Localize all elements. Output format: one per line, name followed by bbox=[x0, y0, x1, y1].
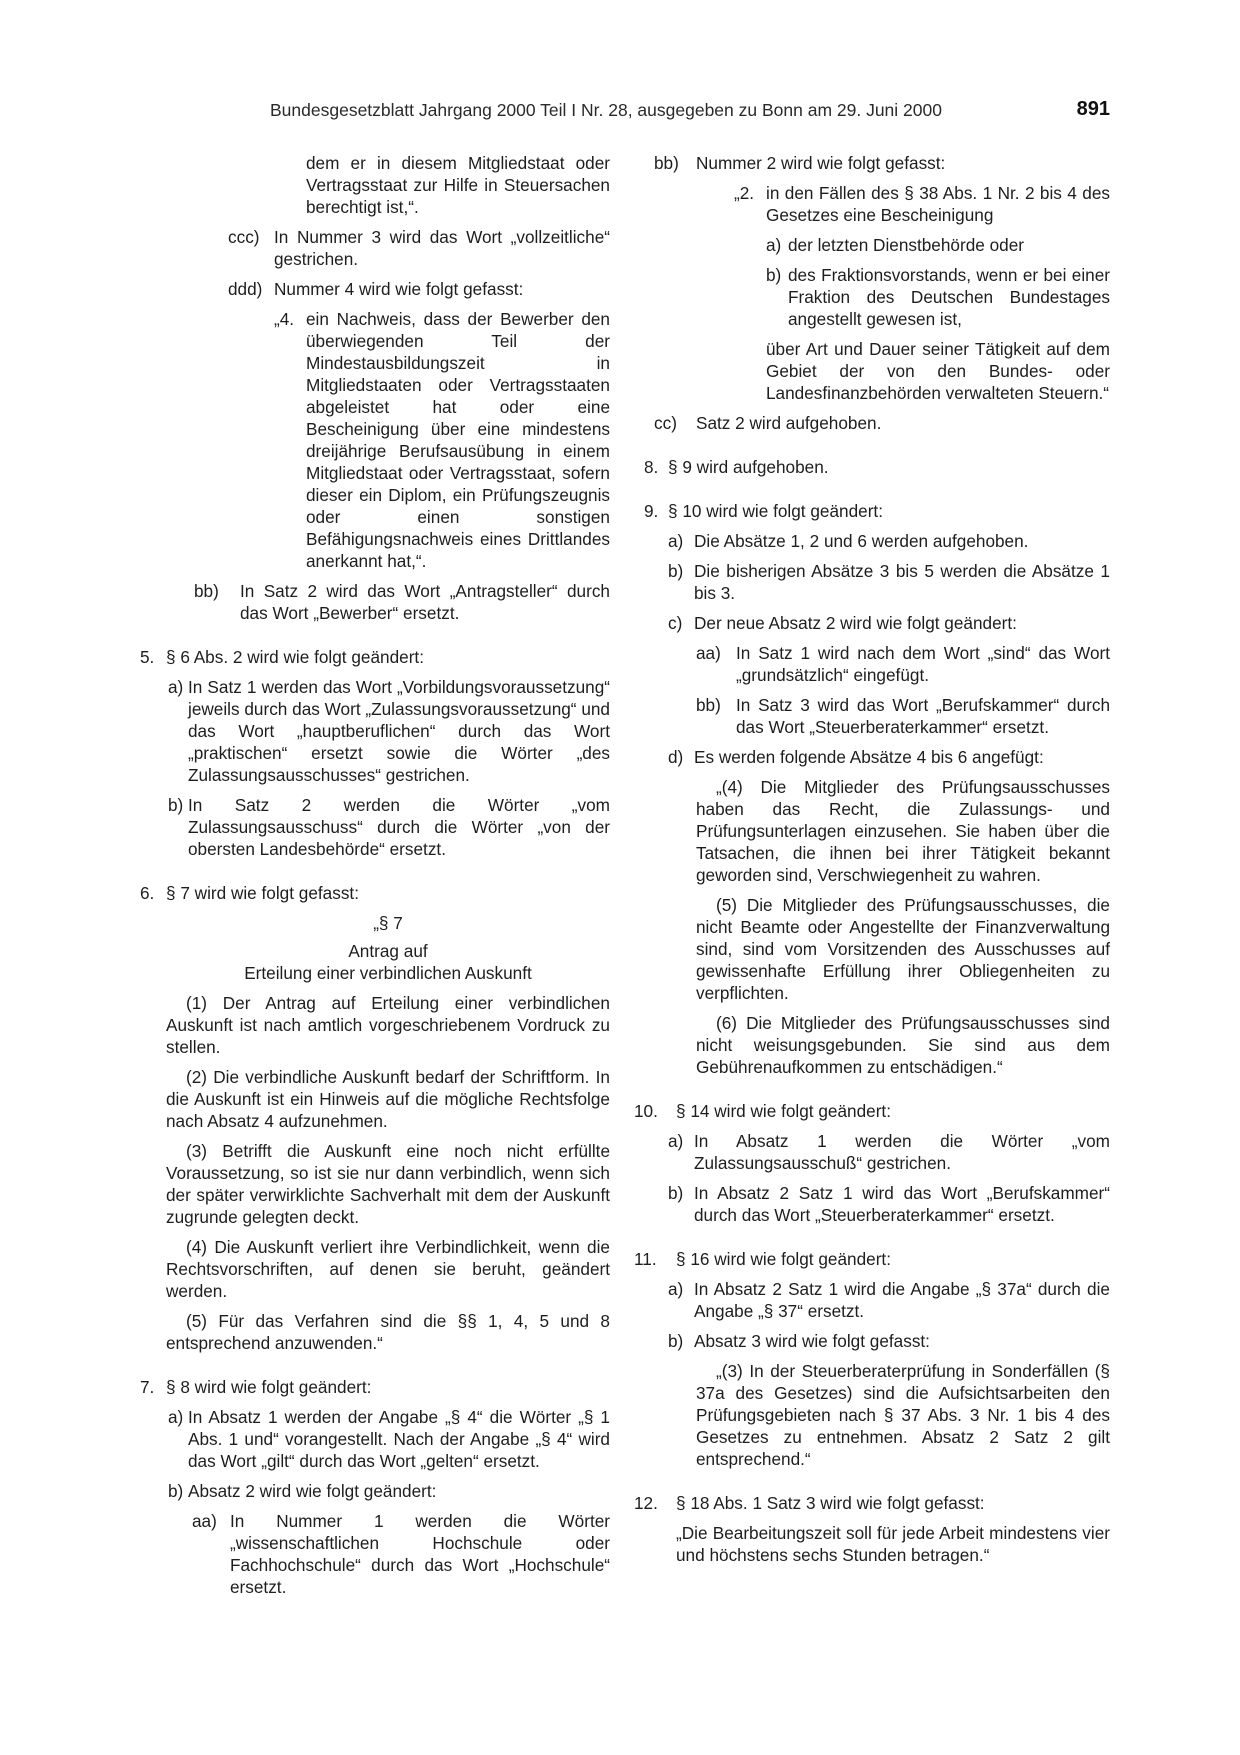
list-item-7: 7. § 8 wird wie folgt geändert: bbox=[140, 1377, 372, 1397]
sub-item-aa: aa) In Nummer 1 werden die Wörter „wissenschaftlichen Hochschule oder Fachhochschule“ durch das Wort „Hochschule“ ersetzt. bbox=[192, 1511, 610, 1597]
sub-item-bb: bb) Nummer 2 wird wie folgt gefasst: bbox=[654, 153, 946, 173]
list-item-10: 10. § 14 wird wie folgt geändert: bbox=[634, 1101, 891, 1121]
item-label: b) bbox=[168, 795, 184, 815]
list-item-10b: b) In Absatz 2 Satz 1 wird das Wort „Berufskammer“ durch das Wort „Steuerberaterkammer“ ersetzt. bbox=[668, 1183, 1110, 1225]
item-label: bb) bbox=[696, 695, 721, 715]
item-label: 11. bbox=[634, 1249, 657, 1269]
item-label: ddd) bbox=[228, 279, 263, 299]
item-label: a) bbox=[668, 1279, 684, 1299]
list-item-7a: a) In Absatz 1 werden der Angabe „§ 4“ die Wörter „§ 1 Abs. 1 und“ vorangestellt. Nach der Angabe „§ 4“ wird das Wort „gilt“ durch das Wort „gelten“ ersetzt. bbox=[168, 1407, 610, 1471]
quoted-tail-text: über Art und Dauer seiner Tätigkeit auf dem Gebiet der von den Bundes- oder Landesfinanzbehörden verwalteten Steuern.“ bbox=[766, 339, 1110, 403]
section-heading: „§ 7 bbox=[373, 913, 403, 933]
list-item-8: 8. § 9 wird aufgehoben. bbox=[644, 457, 829, 477]
item-label: 8. bbox=[644, 457, 659, 477]
item-label: a) bbox=[668, 531, 684, 551]
item-label: c) bbox=[668, 613, 683, 633]
item-label: ccc) bbox=[228, 227, 260, 247]
sub-item-9c-aa: aa) In Satz 1 wird nach dem Wort „sind“ das Wort „grundsätzlich“ eingefügt. bbox=[696, 643, 1110, 685]
item-label: aa) bbox=[192, 1511, 217, 1531]
item-label: a) bbox=[668, 1131, 684, 1151]
continuation-text: dem er in diesem Mitgliedstaat oder Vertragsstaat zur Hilfe in Steuersachen berechtigt ist,“. bbox=[306, 153, 610, 217]
quoted-number-4: „4. ein Nachweis, dass der Bewerber den überwiegenden Teil der Mindestausbildungszeit in Mitgliedstaaten oder Vertragsstaaten abgeleistet hat oder eine Bescheinigung über eine mindestens dreijährige Berufsausübung in einem Mitgliedstaat oder Vertragsstaat, sofern dieser ein Diplom, ein Prüfungszeugnis oder einen sonstigen Befähigungsnachweis eines Drittlandes anerkannt hat,“. bbox=[274, 309, 610, 571]
list-item-9d: d) Es werden folgende Absätze 4 bis 6 angefügt: bbox=[668, 747, 1044, 767]
quoted-paragraph-3: „(3) In der Steuerberaterprüfung in Sonderfällen (§ 37a des Gesetzes) sind die Aufsichtsarbeiten den Prüfungsgebieten nach § 37 Abs. 3 Nr. 1 bis 4 des Gesetzes zu entnehmen. Absatz 2 Satz 2 gilt entsprechend.“ bbox=[696, 1361, 1110, 1469]
item-label: aa) bbox=[696, 643, 721, 663]
section-title-line-1: Antrag auf bbox=[348, 941, 428, 961]
item-label: „2. bbox=[734, 183, 755, 203]
item-label: bb) bbox=[654, 153, 679, 173]
item-label: b) bbox=[766, 265, 782, 285]
sub-item-9c-bb: bb) In Satz 3 wird das Wort „Berufskammer“ durch das Wort „Steuerberaterkammer“ ersetzt. bbox=[696, 695, 1110, 737]
quoted-paragraph-5: (5) Die Mitglieder des Prüfungsausschusses, die nicht Beamte oder Angestellte der Finanzverwaltung sind, sind vom Vorsitzenden des Ausschusses auf gewissenhafte Erfüllung ihrer Obliegenheiten zu verpflichten. bbox=[696, 895, 1110, 1003]
item-label: cc) bbox=[654, 413, 677, 433]
list-item-12: 12. § 18 Abs. 1 Satz 3 wird wie folgt gefasst: bbox=[634, 1493, 985, 1513]
item-label: „4. bbox=[274, 309, 295, 329]
list-item-11b: b) Absatz 3 wird wie folgt gefasst: bbox=[668, 1331, 930, 1351]
list-item-11: 11. § 16 wird wie folgt geändert: bbox=[634, 1249, 891, 1269]
item-label: b) bbox=[668, 1331, 684, 1351]
list-item-9c: c) Der neue Absatz 2 wird wie folgt geändert: bbox=[668, 613, 1017, 633]
sub-item-ddd: ddd) Nummer 4 wird wie folgt gefasst: bbox=[228, 279, 524, 299]
quoted-sub-b: b) des Fraktionsvorstands, wenn er bei einer Fraktion des Deutschen Bundestages angestellt gewesen ist, bbox=[766, 265, 1110, 329]
right-column bbox=[634, 152, 1110, 1574]
list-item-7b: b) Absatz 2 wird wie folgt geändert: bbox=[168, 1481, 437, 1501]
page-number: 891 bbox=[1076, 98, 1110, 120]
item-label: 12. bbox=[634, 1493, 658, 1513]
list-item-5a: a) In Satz 1 werden das Wort „Vorbildungsvoraussetzung“ jeweils durch das Wort „Zulassungsvoraussetzung“ und das Wort „hauptberuflichen“ durch das Wort „praktischen“ ersetzt sowie die Wörter „des Zulassungsausschusses“ gestrichen. bbox=[168, 677, 610, 785]
sub-item-cc: cc) Satz 2 wird aufgehoben. bbox=[654, 413, 882, 433]
item-label: bb) bbox=[194, 581, 219, 601]
list-item-9a: a) Die Absätze 1, 2 und 6 werden aufgehoben. bbox=[668, 531, 1029, 551]
section-paragraph-2: (2) Die verbindliche Auskunft bedarf der Schriftform. In die Auskunft ist ein Hinweis auf die mögliche Rechtsfolge nach Absatz 4 aufzunehmen. bbox=[166, 1067, 610, 1131]
quoted-number-2: „2. in den Fällen des § 38 Abs. 1 Nr. 2 bis 4 des Gesetzes eine Bescheinigung bbox=[734, 183, 1110, 225]
item-label: b) bbox=[668, 1183, 684, 1203]
list-item-10a: a) In Absatz 1 werden die Wörter „vom Zulassungsausschuß“ gestrichen. bbox=[668, 1131, 1110, 1173]
item-label: 6. bbox=[140, 883, 155, 903]
section-paragraph-3: (3) Betrifft die Auskunft eine noch nicht erfüllte Voraussetzung, so ist sie nur dann verbindlich, wenn sich der später verwirklichte Sachverhalt mit dem der Auskunft zugrunde gelegten deckt. bbox=[166, 1141, 610, 1227]
list-item-6: 6. § 7 wird wie folgt gefasst: bbox=[140, 883, 359, 903]
list-item-11a: a) In Absatz 2 Satz 1 wird die Angabe „§ 37a“ durch die Angabe „§ 37“ ersetzt. bbox=[668, 1279, 1110, 1321]
item-label: 10. bbox=[634, 1101, 658, 1121]
section-paragraph-1: (1) Der Antrag auf Erteilung einer verbindlichen Auskunft ist nach amtlich vorgeschriebenem Vordruck zu stellen. bbox=[166, 993, 610, 1057]
quoted-paragraph-6: (6) Die Mitglieder des Prüfungsausschusses sind nicht weisungsgebunden. Sie sind aus dem Gebührenaufkommen zu entschädigen.“ bbox=[696, 1013, 1110, 1077]
list-item-9b: b) Die bisherigen Absätze 3 bis 5 werden die Absätze 1 bis 3. bbox=[668, 561, 1110, 603]
list-item-9: 9. § 10 wird wie folgt geändert: bbox=[644, 501, 883, 521]
section-title-line-2: Erteilung einer verbindlichen Auskunft bbox=[244, 963, 532, 983]
left-column bbox=[140, 152, 610, 1606]
item-label: b) bbox=[168, 1481, 184, 1501]
quoted-sentence: „Die Bearbeitungszeit soll für jede Arbeit mindestens vier und höchstens sechs Stunden betragen.“ bbox=[676, 1523, 1110, 1565]
page-header bbox=[140, 100, 1110, 126]
sub-item-bb: bb) In Satz 2 wird das Wort „Antragsteller“ durch das Wort „Bewerber“ ersetzt. bbox=[194, 581, 610, 623]
item-label: 9. bbox=[644, 501, 659, 521]
item-label: a) bbox=[168, 1407, 184, 1427]
quoted-paragraph-4: „(4) Die Mitglieder des Prüfungsausschusses haben das Recht, die Zulassungs- und Prüfungsunterlagen einzusehen. Sie haben über die Tatsachen, die ihnen bei ihrer Tätigkeit bekannt geworden sind, Verschwiegenheit zu wahren. bbox=[696, 777, 1110, 885]
item-label: d) bbox=[668, 747, 684, 767]
item-label: a) bbox=[766, 235, 782, 255]
quoted-sub-a: a) der letzten Dienstbehörde oder bbox=[766, 235, 1025, 255]
list-item-5: 5. § 6 Abs. 2 wird wie folgt geändert: bbox=[140, 647, 424, 667]
item-label: b) bbox=[668, 561, 684, 581]
sub-item-ccc: ccc) In Nummer 3 wird das Wort „vollzeitliche“ gestrichen. bbox=[228, 227, 610, 269]
item-label: 7. bbox=[140, 1377, 155, 1397]
section-paragraph-4: (4) Die Auskunft verliert ihre Verbindlichkeit, wenn die Rechtsvorschriften, auf denen sie beruht, geändert werden. bbox=[166, 1237, 610, 1301]
list-item-5b: b) In Satz 2 werden die Wörter „vom Zulassungsausschuss“ durch die Wörter „von der obersten Landesbehörde“ ersetzt. bbox=[168, 795, 610, 859]
item-label: a) bbox=[168, 677, 184, 697]
running-title: Bundesgesetzblatt Jahrgang 2000 Teil I Nr. 28, ausgegeben zu Bonn am 29. Juni 2000 bbox=[270, 100, 942, 120]
item-label: 5. bbox=[140, 647, 155, 667]
section-paragraph-5: (5) Für das Verfahren sind die §§ 1, 4, 5 und 8 entsprechend anzuwenden.“ bbox=[166, 1311, 610, 1353]
